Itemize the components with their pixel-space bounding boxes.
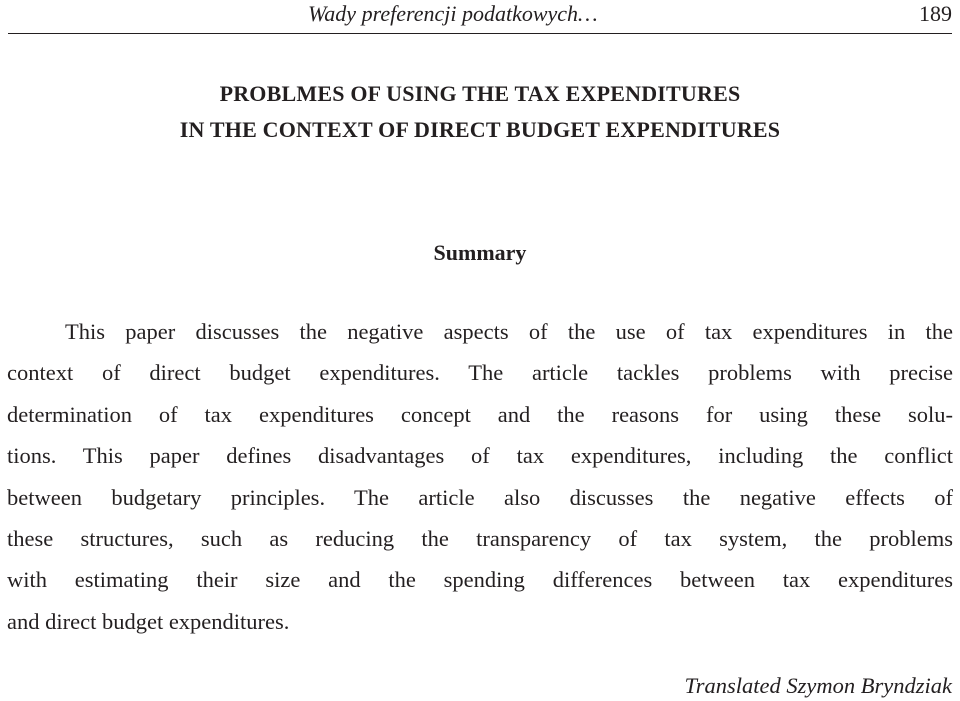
- summary-line: and direct budget expenditures.: [7, 608, 290, 634]
- summary-line: with estimating their size and the spending differences between tax expenditures: [7, 567, 953, 593]
- summary-line: context of direct budget expenditures. The article tackles problems with precise: [7, 360, 953, 386]
- running-title: Wady preferencji podatkowych…: [308, 1, 598, 26]
- summary-line: these structures, such as reducing the transparency of tax system, the problems: [7, 525, 953, 551]
- summary-line: between budgetary principles. The article also discusses the negative effects of: [7, 484, 953, 510]
- article-title: [0, 76, 960, 148]
- running-header: [8, 0, 952, 34]
- summary-heading: Summary: [433, 240, 527, 265]
- summary-line: tions. This paper defines disadvantages of tax expenditures, including the conflict: [7, 443, 953, 469]
- article-title-line-2: IN THE CONTEXT OF DIRECT BUDGET EXPENDITURES: [179, 117, 781, 142]
- page-number: 189: [919, 1, 952, 26]
- translator-credit: Translated Szymon Bryndziak: [684, 673, 952, 698]
- summary-line: This paper discusses the negative aspects of the use of tax expenditures in the: [65, 319, 953, 344]
- summary-line: determination of tax expenditures concept and the reasons for using these solu-: [7, 401, 953, 427]
- article-title-line-1: PROBLMES OF USING THE TAX EXPENDITURES: [219, 81, 741, 106]
- summary-body: [7, 311, 953, 642]
